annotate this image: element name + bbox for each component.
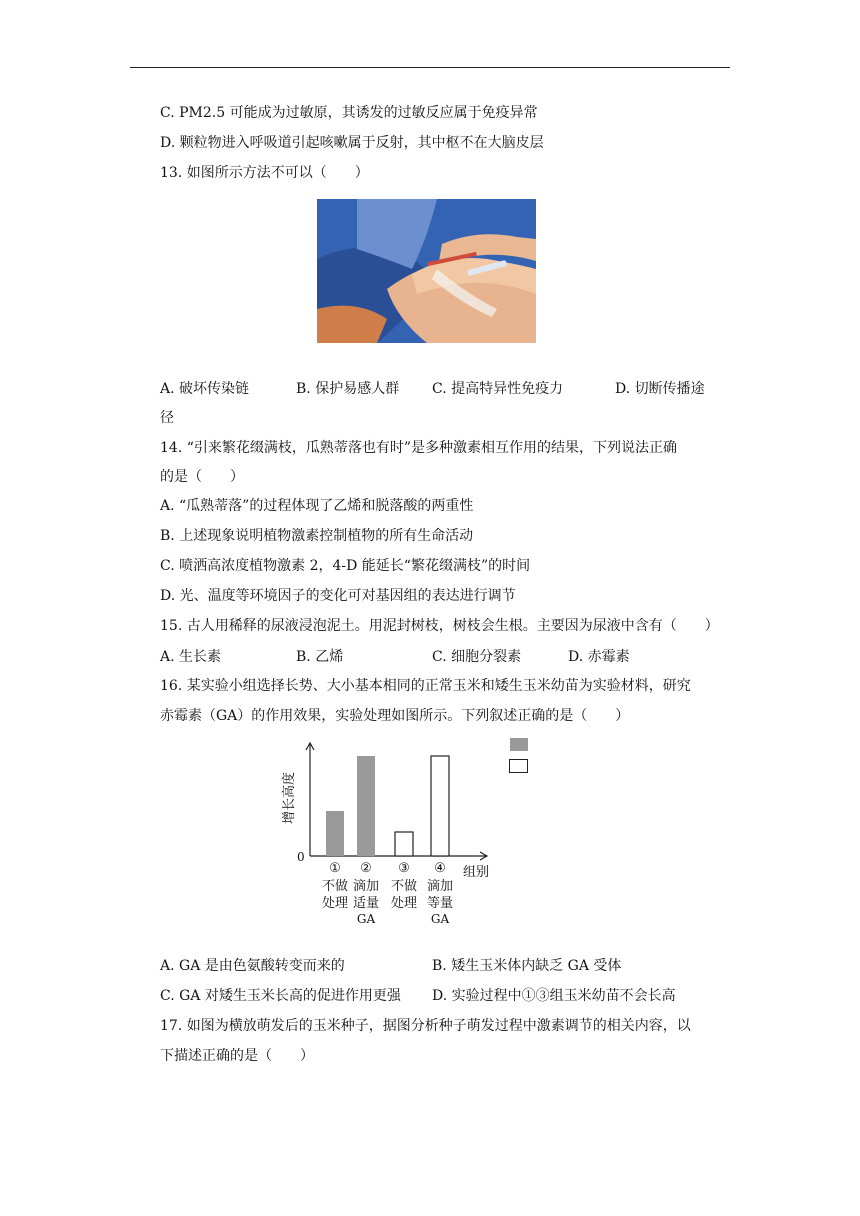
bar-1 bbox=[326, 811, 344, 856]
q14-stem-line1: 14. “引来繁花缀满枝，瓜熟蒂落也有时”是多种激素相互作用的结果，下列说法正确 bbox=[160, 440, 678, 456]
q13-stem: 13. 如图所示方法不可以（ ） bbox=[160, 165, 369, 181]
q15-option-c: C. 细胞分裂素 bbox=[432, 649, 522, 665]
bar-3 bbox=[395, 832, 413, 856]
q13-option-d: D. 切断传播途 bbox=[615, 381, 705, 397]
category-label-line1-1: 不做 bbox=[321, 879, 349, 894]
q14-stem-line2: 的是（ ） bbox=[160, 469, 244, 485]
q14-option-b: B. 上述现象说明植物激素控制植物的所有生命活动 bbox=[160, 528, 474, 544]
category-label-line1-3: 不做 bbox=[390, 879, 418, 894]
q17-stem-line2: 下描述正确的是（ ） bbox=[160, 1048, 314, 1064]
q16-option-b: B. 矮生玉米体内缺乏 GA 受体 bbox=[432, 958, 622, 974]
q17-stem-line1: 17. 如图为横放萌发后的玉米种子，据图分析种子萌发过程中激素调节的相关内容，以 bbox=[160, 1018, 691, 1034]
q15-option-a: A. 生长素 bbox=[160, 649, 222, 665]
bar-4 bbox=[431, 756, 449, 856]
q13-option-b: B. 保护易感人群 bbox=[296, 381, 400, 397]
category-label-line3-2: GA bbox=[356, 912, 376, 926]
category-label-line1-2: 滴加 bbox=[352, 879, 380, 894]
q12-option-d: D. 颗粒物进入呼吸道引起咳嗽属于反射，其中枢不在大脑皮层 bbox=[160, 135, 544, 151]
category-label-line3-4: GA bbox=[430, 912, 450, 926]
q16-stem-line2: 赤霉素（GA）的作用效果，实验处理如图所示。下列叙述正确的是（ ） bbox=[160, 708, 630, 724]
category-number-1: ① bbox=[329, 861, 341, 876]
q16-option-c: C. GA 对矮生玉米长高的促进作用更强 bbox=[160, 988, 401, 1004]
q13-option-d-wrap: 径 bbox=[160, 410, 174, 426]
q16-option-d: D. 实验过程中①③组玉米幼苗不会长高 bbox=[432, 988, 676, 1004]
category-label-line2-3: 处理 bbox=[390, 896, 418, 911]
x-axis-label: 组别 bbox=[463, 865, 490, 880]
legend-swatch-normal bbox=[510, 738, 528, 751]
category-number-4: ④ bbox=[434, 861, 446, 876]
category-label-line2-2: 适量 bbox=[352, 896, 380, 911]
q14-option-d: D. 光、温度等环境因子的变化可对基因组的表达进行调节 bbox=[160, 588, 516, 604]
q13-option-a: A. 破坏传染链 bbox=[160, 381, 250, 397]
origin-label: 0 bbox=[297, 850, 305, 864]
q12-option-c: C. PM2.5 可能成为过敏原，其诱发的过敏反应属于免疫异常 bbox=[160, 105, 538, 121]
category-label-line1-4: 滴加 bbox=[426, 879, 454, 894]
category-label-line2-4: 等量 bbox=[426, 896, 454, 911]
q16-stem-line1: 16. 某实验小组选择长势、大小基本相同的正常玉米和矮生玉米幼苗为实验材料，研究 bbox=[160, 678, 691, 694]
vaccination-photo bbox=[317, 199, 536, 343]
q15-option-d: D. 赤霉素 bbox=[568, 649, 630, 665]
category-label-line2-1: 处理 bbox=[321, 896, 349, 911]
category-number-2: ② bbox=[360, 861, 372, 876]
legend-swatch-dwarf bbox=[509, 759, 528, 773]
q14-option-a: A. “瓜熟蒂落”的过程体现了乙烯和脱落酸的两重性 bbox=[160, 498, 474, 514]
category-number-3: ③ bbox=[398, 861, 410, 876]
q16-option-a: A. GA 是由色氨酸转变而来的 bbox=[160, 958, 345, 974]
header-rule bbox=[130, 67, 730, 68]
q15-stem: 15. 古人用稀释的尿液浸泡泥土。用泥封树枝，树枝会生根。主要因为尿液中含有（ ） bbox=[160, 618, 719, 634]
y-axis-label: 增长高度 bbox=[282, 771, 297, 824]
bar-2 bbox=[357, 756, 375, 856]
chart-svg bbox=[280, 735, 530, 930]
q13-option-c: C. 提高特异性免疫力 bbox=[432, 381, 564, 397]
q15-option-b: B. 乙烯 bbox=[296, 649, 344, 665]
gibberellin-bar-chart bbox=[280, 735, 530, 934]
q14-option-c: C. 喷洒高浓度植物激素 2，4-D 能延长“繁花缀满枝”的时间 bbox=[160, 558, 531, 574]
